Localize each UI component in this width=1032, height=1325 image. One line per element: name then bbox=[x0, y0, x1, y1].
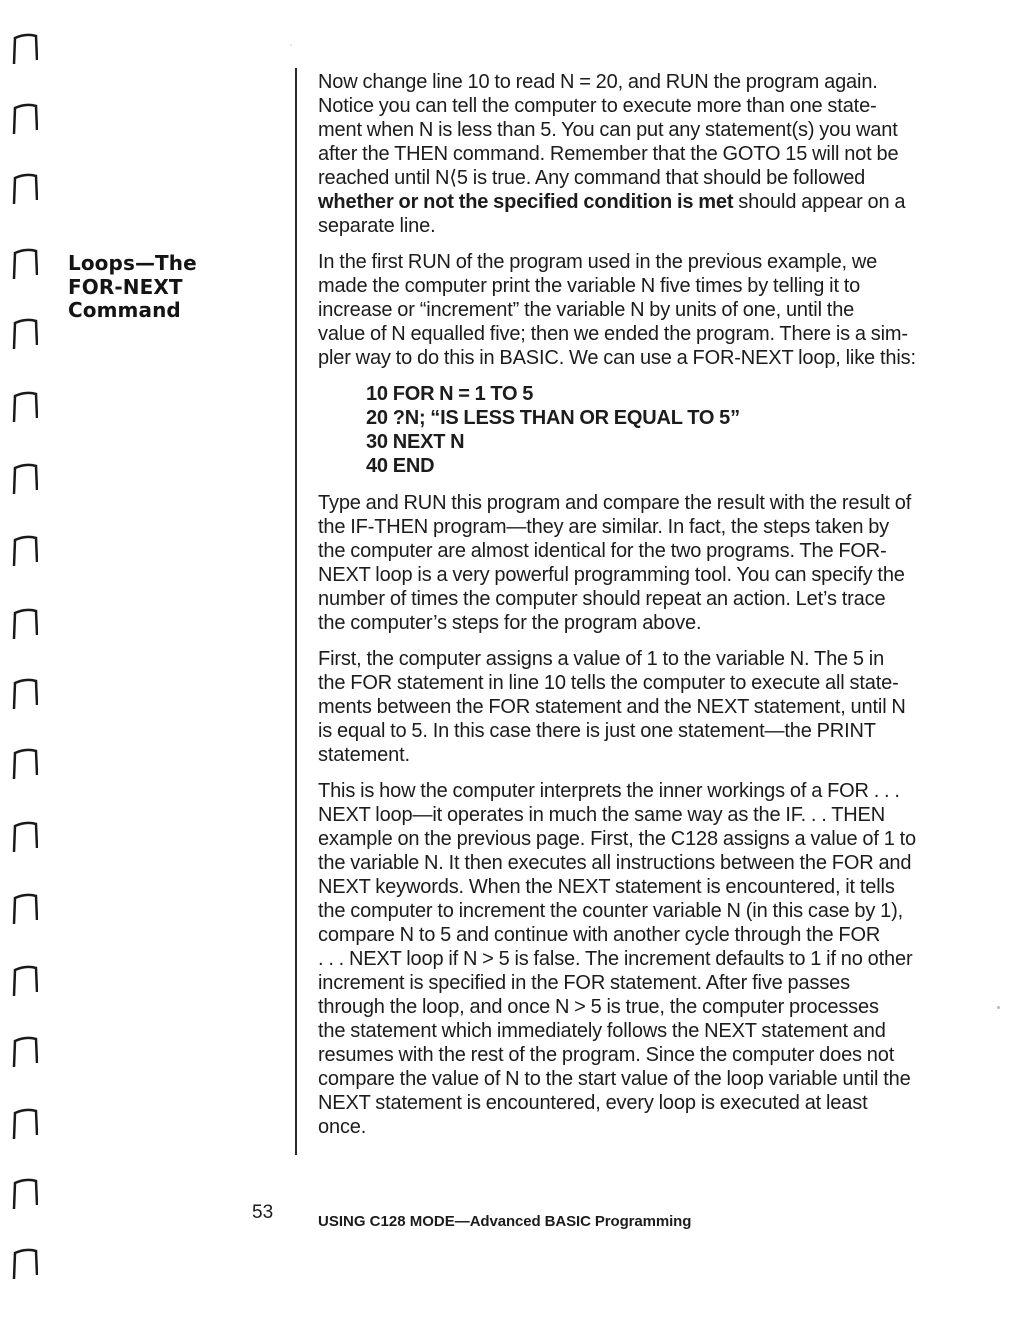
text-line: reached until N⟨5 is true. Any command that should be followed bbox=[318, 167, 866, 189]
text-line: . . . NEXT loop if N > 5 is false. The increment defaults to 1 if no other bbox=[318, 948, 913, 970]
paragraph bbox=[318, 647, 966, 767]
text-line: In the first RUN of the program used in the previous example, we bbox=[318, 251, 878, 273]
text-line: the computer are almost identical for the two programs. The FOR- bbox=[318, 540, 887, 562]
code-listing bbox=[366, 382, 966, 478]
text-line: compare N to 5 and continue with another cycle through the FOR bbox=[318, 924, 881, 946]
text-line: statement. bbox=[318, 744, 410, 766]
paragraph bbox=[318, 491, 966, 635]
text-line bbox=[318, 190, 966, 214]
paragraph bbox=[318, 70, 966, 238]
running-footer bbox=[318, 1213, 691, 1230]
text-line: NEXT loop is a very powerful programming tool. You can specify the bbox=[318, 564, 905, 586]
footer-title-bold: USING C128 MODE— bbox=[318, 1213, 470, 1230]
text-line: through the loop, and once N > 5 is true, the computer processes bbox=[318, 996, 879, 1018]
text-line: the IF-THEN program—they are similar. In fact, the steps taken by bbox=[318, 516, 890, 538]
text-line: NEXT keywords. When the NEXT statement is encountered, it tells bbox=[318, 876, 895, 898]
text-line: compare the value of N to the start value of the loop variable until the bbox=[318, 1068, 911, 1090]
paragraph bbox=[318, 779, 966, 1139]
text-line: First, the computer assigns a value of 1 to the variable N. The 5 in bbox=[318, 648, 885, 670]
binder-hole-mark bbox=[6, 100, 38, 140]
binder-hole-mark bbox=[6, 1175, 38, 1215]
scan-speck bbox=[997, 1006, 1000, 1009]
binder-hole-mark bbox=[6, 532, 38, 572]
binder-hole-mark bbox=[6, 890, 38, 930]
text-line: increase or “increment” the variable N by units of one, until the bbox=[318, 299, 855, 321]
text-line: is equal to 5. In this case there is just one statement—the PRINT bbox=[318, 720, 876, 742]
footer-title-rest: Advanced BASIC Programming bbox=[469, 1213, 692, 1230]
page-number: 53 bbox=[252, 1202, 274, 1223]
text-line: ment when N is less than 5. You can put any statement(s) you want bbox=[318, 119, 898, 141]
text-line: resumes with the rest of the program. Since the computer does not bbox=[318, 1044, 895, 1066]
section-heading-line: Loops—The bbox=[68, 251, 197, 275]
text-line: value of N equalled five; then we ended the program. There is a sim- bbox=[318, 323, 908, 345]
text-line: the computer’s steps for the program above. bbox=[318, 612, 702, 634]
text-fragment: should appear on a bbox=[733, 191, 906, 213]
text-line: pler way to do this in BASIC. We can use a FOR-NEXT loop, like this: bbox=[318, 347, 916, 369]
binder-hole-mark bbox=[6, 170, 38, 210]
binder-hole-mark bbox=[6, 818, 38, 858]
text-line: made the computer print the variable N five times by telling it to bbox=[318, 275, 861, 297]
binder-hole-mark bbox=[6, 675, 38, 715]
text-line: increment is specified in the FOR statement. After five passes bbox=[318, 972, 850, 994]
text-line: once. bbox=[318, 1116, 367, 1138]
code-line: 10 FOR N = 1 TO 5 bbox=[366, 383, 534, 405]
text-line: example on the previous page. First, the C128 assigns a value of 1 to bbox=[318, 828, 916, 850]
text-line: the variable N. It then executes all instructions between the FOR and bbox=[318, 852, 912, 874]
column-divider bbox=[295, 68, 297, 1155]
text-line: the computer to increment the counter variable N (in this case by 1), bbox=[318, 900, 904, 922]
section-heading bbox=[68, 252, 197, 323]
binder-hole-mark bbox=[6, 315, 38, 355]
text-line: Now change line 10 to read N = 20, and RUN the program again. bbox=[318, 71, 878, 93]
text-line: after the THEN command. Remember that the GOTO 15 will not be bbox=[318, 143, 899, 165]
text-line: number of times the computer should repeat an action. Let’s trace bbox=[318, 588, 886, 610]
binder-hole-mark bbox=[6, 30, 38, 70]
text-line: the FOR statement in line 10 tells the computer to execute all state- bbox=[318, 672, 899, 694]
text-line: Type and RUN this program and compare the result with the result of bbox=[318, 492, 912, 514]
section-heading-line: FOR-NEXT bbox=[68, 274, 183, 299]
binder-hole-mark bbox=[6, 745, 38, 785]
code-line: 20 ?N; “IS LESS THAN OR EQUAL TO 5” bbox=[366, 407, 740, 429]
paragraph bbox=[318, 250, 966, 370]
code-line: 30 NEXT N bbox=[366, 431, 465, 453]
binder-hole-mark bbox=[6, 460, 38, 500]
binder-hole-mark bbox=[6, 388, 38, 428]
text-line: This is how the computer interprets the inner workings of a FOR . . . bbox=[318, 780, 900, 802]
section-heading-line: Command bbox=[68, 298, 181, 322]
binder-hole-mark bbox=[6, 1105, 38, 1145]
text-line: NEXT statement is encountered, every loop is executed at least bbox=[318, 1092, 868, 1114]
text-line: Notice you can tell the computer to execute more than one state- bbox=[318, 95, 877, 117]
text-line: ments between the FOR statement and the NEXT statement, until N bbox=[318, 696, 906, 718]
scan-speck bbox=[290, 44, 292, 46]
text-line: separate line. bbox=[318, 215, 436, 237]
binder-hole-mark bbox=[6, 1245, 38, 1285]
binder-hole-mark bbox=[6, 962, 38, 1002]
text-line: the statement which immediately follows the NEXT statement and bbox=[318, 1020, 886, 1042]
body-text bbox=[318, 70, 966, 1151]
binder-hole-mark bbox=[6, 1033, 38, 1073]
code-line: 40 END bbox=[366, 455, 435, 477]
emphasis-text: whether or not the specified condition is met bbox=[318, 191, 734, 213]
text-line: NEXT loop—it operates in much the same way as the IF. . . THEN bbox=[318, 804, 886, 826]
binder-hole-mark bbox=[6, 245, 38, 285]
binder-hole-mark bbox=[6, 605, 38, 645]
